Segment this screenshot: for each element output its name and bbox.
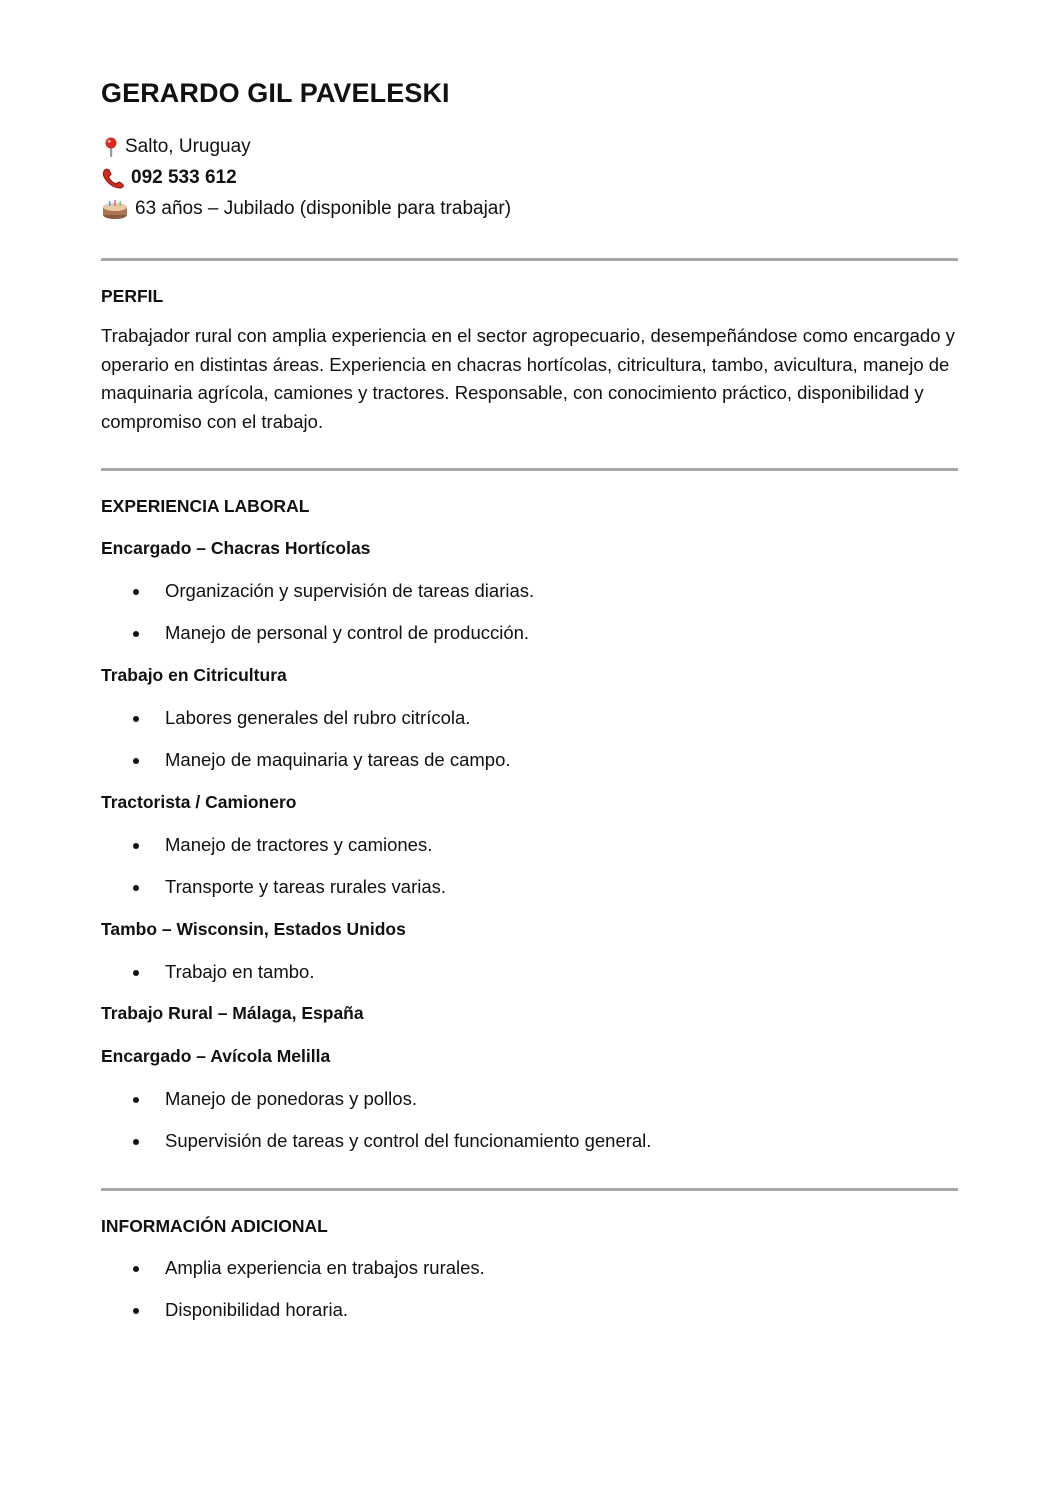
- bullet-dot: [133, 1266, 139, 1272]
- bullet-dot: [133, 970, 139, 976]
- section-divider: [101, 258, 958, 261]
- section-divider: [101, 1188, 958, 1191]
- age-status-text: 63 años – Jubilado (disponible para trabajar): [135, 198, 512, 219]
- location-line: [101, 136, 251, 158]
- additional-section-title: INFORMACIÓN ADICIONAL: [101, 1216, 328, 1236]
- job-title: Trabajo en Citricultura: [101, 665, 287, 685]
- job-title: Tractorista / Camionero: [101, 792, 297, 812]
- telephone-icon: [101, 167, 127, 189]
- bullet-text: Amplia experiencia en trabajos rurales.: [165, 1257, 485, 1278]
- job-title: Trabajo Rural – Málaga, España: [101, 1003, 364, 1023]
- profile-text: Trabajador rural con amplia experiencia en el sector agropecuario, desempeñándose como encargado y operario en distintas áreas. Experiencia en chacras hortícolas, citricultura, tambo, avicultura, manejo de maquinaria agrícola, camiones y tractores. Responsable, con conocimiento práctico, disponibilidad y compromiso con el trabajo.: [101, 325, 955, 432]
- phone-text[interactable]: 092 533 612: [131, 167, 237, 188]
- bullet-dot: [133, 631, 139, 637]
- job-title: Encargado – Chacras Hortícolas: [101, 538, 371, 558]
- bullet-text: Labores generales del rubro citrícola.: [165, 707, 471, 728]
- bullet-dot: [133, 716, 139, 722]
- bullet-text: Organización y supervisión de tareas diarias.: [165, 580, 535, 601]
- bullet-dot: [133, 843, 139, 849]
- bullet-text: Manejo de ponedoras y pollos.: [165, 1088, 417, 1109]
- phone-line: [101, 167, 237, 189]
- candidate-name: GERARDO GIL PAVELESKI: [101, 78, 450, 108]
- bullet-text: Disponibilidad horaria.: [165, 1299, 349, 1320]
- bullet-dot: [133, 1139, 139, 1145]
- experience-section-title: EXPERIENCIA LABORAL: [101, 496, 310, 516]
- birthday-cake-icon: [101, 198, 131, 220]
- job-title: Tambo – Wisconsin, Estados Unidos: [101, 919, 406, 939]
- location-text: Salto, Uruguay: [125, 136, 251, 157]
- bullet-text: Manejo de maquinaria y tareas de campo.: [165, 749, 511, 770]
- bullet-text: Manejo de tractores y camiones.: [165, 834, 433, 855]
- bullet-text: Manejo de personal y control de producción.: [165, 622, 530, 643]
- profile-section-title: PERFIL: [101, 286, 164, 306]
- bullet-text: Trabajo en tambo.: [165, 961, 315, 982]
- bullet-dot: [133, 758, 139, 764]
- bullet-dot: [133, 589, 139, 595]
- bullet-dot: [133, 885, 139, 891]
- map-pin-icon: [101, 136, 121, 158]
- bullet-text: Supervisión de tareas y control del funcionamiento general.: [165, 1130, 652, 1151]
- section-divider: [101, 468, 958, 471]
- age-line: [101, 198, 511, 220]
- bullet-dot: [133, 1308, 139, 1314]
- bullet-dot: [133, 1097, 139, 1103]
- job-title: Encargado – Avícola Melilla: [101, 1046, 331, 1066]
- bullet-text: Transporte y tareas rurales varias.: [165, 876, 447, 897]
